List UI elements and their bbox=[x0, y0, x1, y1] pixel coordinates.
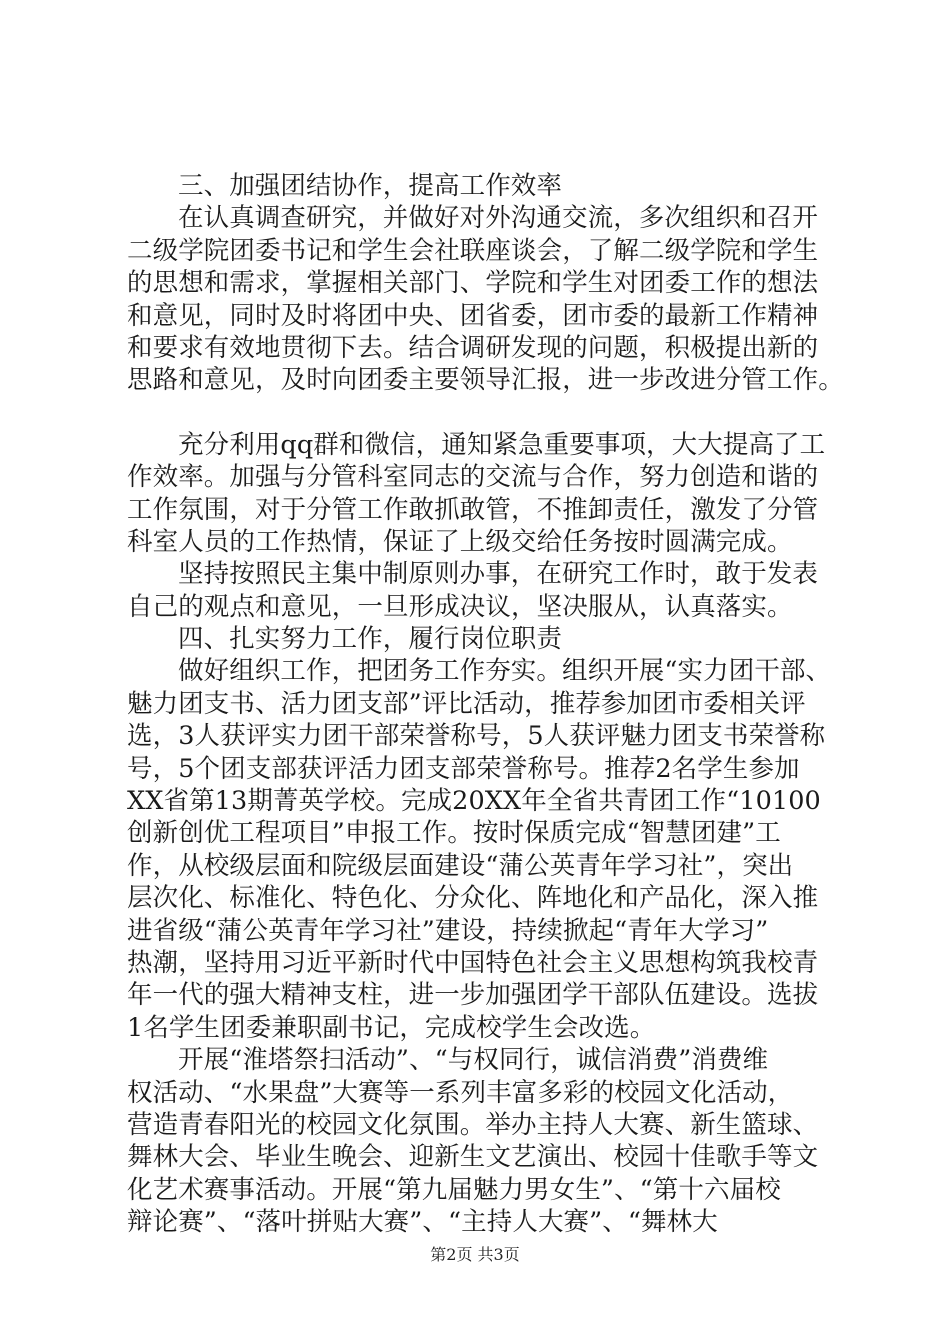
paragraph-line: 做好组织工作，把团务工作夯实。组织开展“实力团干部、 bbox=[178, 656, 832, 687]
paragraph-line: 魅力团支书、活力团支部”评比活动，推荐参加团市委相关评 bbox=[127, 688, 806, 719]
paragraph-line: 开展“淮塔祭扫活动”、“与权同行，诚信消费”消费维 bbox=[178, 1045, 769, 1076]
paragraph-gap bbox=[127, 397, 827, 429]
paragraph-line: 二级学院团委书记和学生会社联座谈会，了解二级学院和学生 bbox=[127, 235, 819, 266]
paragraph-line: 化艺术赛事活动。开展“第九届魅力男女生”、“第十六届校 bbox=[127, 1174, 781, 1205]
paragraph-line: 思路和意见，及时向团委主要领导汇报，进一步改进分管工作。 bbox=[127, 365, 844, 396]
paragraph-line: 辩论赛”、“落叶拼贴大赛”、“主持人大赛”、“舞林大 bbox=[127, 1207, 718, 1238]
paragraph-line: 层次化、标准化、特色化、分众化、阵地化和产品化，深入推 bbox=[127, 883, 819, 914]
paragraph-line: 创新创优工程项目”申报工作。按时保质完成“智慧团建”工 bbox=[127, 818, 781, 849]
paragraph-line: 科室人员的工作热情，保证了上级交给任务按时圆满完成。 bbox=[127, 526, 793, 557]
paragraph-line: 在认真调查研究，并做好对外沟通交流，多次组织和召开 bbox=[178, 203, 819, 234]
paragraph-line: 年一代的强大精神支柱，进一步加强团学干部队伍建设。选拔 bbox=[127, 980, 819, 1011]
section-heading-3: 三、加强团结协作，提高工作效率 bbox=[178, 171, 563, 201]
paragraph-line: 工作氛围，对于分管工作敢抓敢管，不推卸责任，激发了分管 bbox=[127, 494, 819, 525]
paragraph-line: 作效率。加强与分管科室同志的交流与合作，努力创造和谐的 bbox=[127, 462, 819, 493]
paragraph-line: 权活动、“水果盘”大赛等一系列丰富多彩的校园文化活动， bbox=[127, 1077, 794, 1108]
paragraph-line: 营造青春阳光的校园文化氛围。举办主持人大赛、新生篮球、 bbox=[127, 1109, 819, 1140]
paragraph-line: 的思想和需求，掌握相关部门、学院和学生对团委工作的想法 bbox=[127, 268, 819, 299]
paragraph-line: 和要求有效地贯彻下去。结合调研发现的问题，积极提出新的 bbox=[127, 332, 819, 363]
paragraph-line: 舞林大会、毕业生晚会、迎新生文艺演出、校园十佳歌手等文 bbox=[127, 1142, 819, 1173]
paragraph-line: 自己的观点和意见，一旦形成决议，坚决服从，认真落实。 bbox=[127, 591, 793, 622]
paragraph-line: 充分利用qq群和微信，通知紧急重要事项，大大提高了工 bbox=[178, 429, 826, 460]
paragraph-line: 热潮，坚持用习近平新时代中国特色社会主义思想构筑我校青 bbox=[127, 947, 819, 978]
document-body bbox=[127, 170, 844, 1239]
page-number: 第2页 共3页 bbox=[430, 1245, 520, 1264]
paragraph-line: 号，5个团支部获评活力团支部荣誉称号。推荐2名学生参加 bbox=[127, 753, 800, 784]
paragraph-line: 选，3人获评实力团干部荣誉称号，5人获评魅力团支书荣誉称 bbox=[127, 721, 826, 752]
paragraph-line: 1名学生团委兼职副书记，完成校学生会改选。 bbox=[127, 1012, 656, 1043]
paragraph-line: 坚持按照民主集中制原则办事，在研究工作时，敢于发表 bbox=[178, 559, 819, 590]
paragraph-line: 进省级“蒲公英青年学习社”建设，持续掀起“青年大学习” bbox=[127, 915, 769, 946]
page-footer bbox=[0, 1242, 950, 1265]
section-heading-4: 四、扎实努力工作，履行岗位职责 bbox=[178, 624, 563, 655]
paragraph-line: 作，从校级层面和院级层面建设“蒲公英青年学习社”，突出 bbox=[127, 850, 794, 881]
paragraph-line: 和意见，同时及时将团中央、团省委，团市委的最新工作精神 bbox=[127, 300, 819, 331]
paragraph-line: XX省第13期菁英学校。完成20XX年全省共青团工作“10100 bbox=[127, 786, 821, 817]
